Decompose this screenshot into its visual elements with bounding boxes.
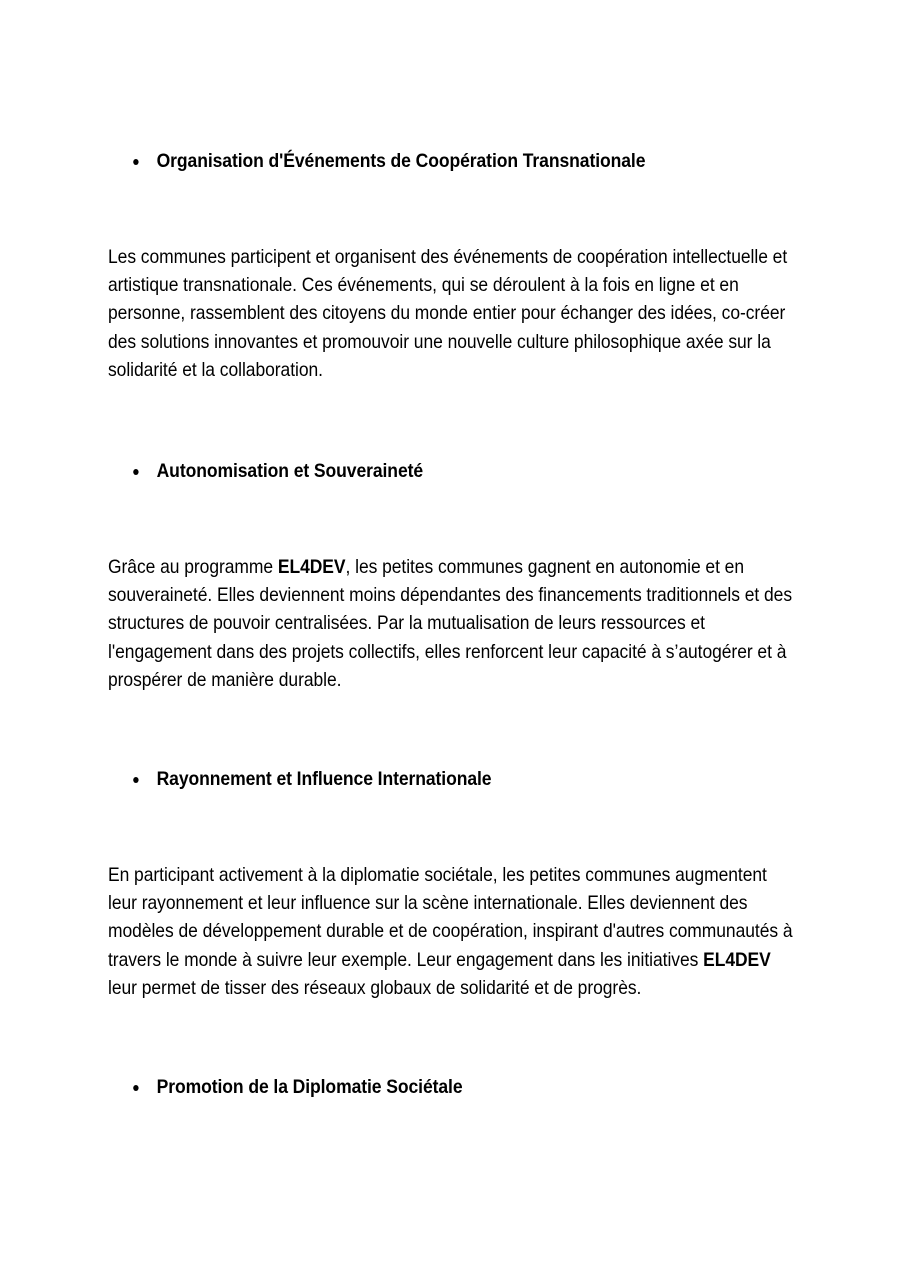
spacer <box>108 384 800 458</box>
document-content <box>108 148 800 1100</box>
bullet-heading-promotion-diplomatie <box>108 1074 731 1100</box>
bullet-heading-rayonnement-influence <box>108 766 731 792</box>
bullet-heading-label: Organisation d'Événements de Coopération Transnationale <box>156 150 646 172</box>
paragraph-organisation-evenements: Les communes participent et organisent des événements de coopération intellectuelle et artistique transnationale. Ces événements, qui se déroulent à la fois en ligne et en personne, rassemblent des citoyens du monde entier pour échanger des idées, co-créer des solutions innovantes et promouvoir une nouvelle culture philosophique axée sur la solidarité et la collaboration. <box>108 246 788 381</box>
spacer <box>108 484 800 553</box>
spacer <box>108 792 800 861</box>
spacer <box>108 1002 800 1074</box>
spacer <box>108 174 800 243</box>
bullet-heading-autonomisation-souverainete <box>108 458 731 484</box>
paragraph-autonomisation-souverainete <box>108 553 799 694</box>
bullet-point-icon <box>133 777 138 783</box>
paragraph-text-run: , les petites communes gagnent en autonomie et en souveraineté. Elles deviennent moins dépendantes des financements traditionnels et des structures de pouvoir centralisées. Par la mutualisation de leurs ressources et l'engagement dans des projets collectifs, elles renforcent leur capacité à s’autogérer et à prospérer de manière durable. <box>108 556 793 691</box>
bullet-heading-label: Promotion de la Diplomatie Sociétale <box>156 1076 463 1099</box>
program-name-emphasis: EL4DEV <box>277 556 346 579</box>
paragraph-text-run: leur permet de tisser des réseaux globaux de solidarité et de progrès. <box>108 976 642 999</box>
paragraph-text-run: Grâce au programme <box>108 556 278 579</box>
paragraph-text-run: En participant activement à la diplomatie sociétale, les petites communes augmentent leur rayonnement et leur influence sur la scène internationale. Elles deviennent des modèles de développement durable et de coopération, inspirant d'autres communautés à travers le monde à suivre leur exemple. Leur engagement dans les initiatives <box>108 864 793 971</box>
spacer <box>108 694 800 766</box>
program-name-emphasis: EL4DEV <box>703 948 771 971</box>
bullet-point-icon <box>133 159 138 165</box>
bullet-heading-organisation-evenements <box>108 148 731 174</box>
bullet-heading-label: Autonomisation et Souveraineté <box>156 460 424 483</box>
paragraph-rayonnement-influence <box>108 861 799 1002</box>
bullet-heading-label: Rayonnement et Influence Internationale <box>156 768 492 791</box>
bullet-point-icon <box>133 1085 138 1091</box>
bullet-point-icon <box>133 469 138 475</box>
